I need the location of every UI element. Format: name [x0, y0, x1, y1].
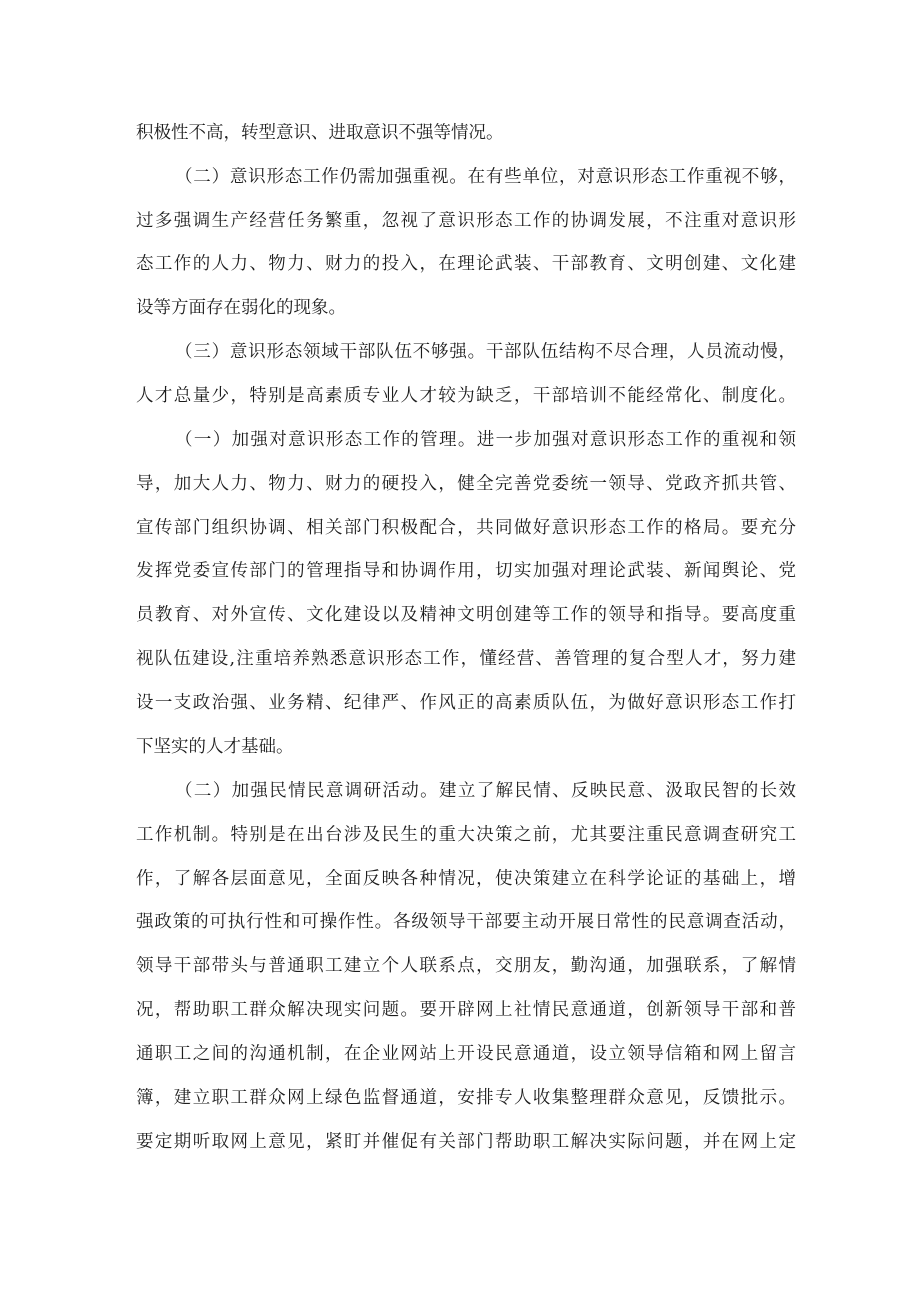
text-line: 强政策的可执行性和可操作性。各级领导干部要主动开展日常性的民意调查活动， [136, 912, 796, 932]
text-line: 积极性不高，转型意识、进取意识不强等情况。 [136, 123, 504, 143]
text-line: 况，帮助职工群众解决现实问题。要开辟网上社情民意通道，创新领导干部和普 [136, 1000, 796, 1020]
text-line: 员教育、对外宣传、文化建设以及精神文明创建等工作的领导和指导。要高度重 [136, 605, 796, 625]
text-line: 下坚实的人才基础。 [136, 737, 294, 757]
text-line: 簿，建立职工群众网上绿色监督通道，安排专人收集整理群众意见，反馈批示。 [136, 1088, 796, 1108]
text-line: 要定期听取网上意见，紧盯并催促有关部门帮助职工解决实际问题，并在网上定 [136, 1132, 796, 1152]
text-line: 过多强调生产经营任务繁重，忽视了意识形态工作的协调发展，不注重对意识形 [136, 211, 796, 231]
text-line: 作，了解各层面意见，全面反映各种情况，使决策建立在科学论证的基础上，增 [136, 869, 796, 889]
text-line: 视队伍建设,注重培养熟悉意识形态工作，懂经营、善管理的复合型人才，努力建 [136, 649, 796, 669]
text-line: 态工作的人力、物力、财力的投入，在理论武装、干部教育、文明创建、文化建 [136, 254, 796, 274]
paragraph-heading-line: （三）意识形态领域干部队伍不够强。干部队伍结构不尽合理，人员流动慢， [175, 342, 796, 362]
text-line: 领导干部带头与普通职工建立个人联系点，交朋友，勤沟通，加强联系，了解情 [136, 956, 796, 976]
text-line: 工作机制。特别是在出台涉及民生的重大决策之前，尤其要注重民意调查研究工 [136, 825, 796, 845]
text-line: 设等方面存在弱化的现象。 [136, 298, 346, 318]
text-line: 通职工之间的沟通机制，在企业网站上开设民意通道，设立领导信箱和网上留言 [136, 1044, 796, 1064]
text-line: 人才总量少，特别是高素质专业人才较为缺乏，干部培训不能经常化、制度化。 [136, 386, 796, 406]
paragraph-heading-line: （一）加强对意识形态工作的管理。进一步加强对意识形态工作的重视和领 [175, 430, 796, 450]
paragraph-heading-line: （二）意识形态工作仍需加强重视。在有些单位，对意识形态工作重视不够， [175, 167, 796, 187]
paragraph-heading-line: （二）加强民情民意调研活动。建立了解民情、反映民意、汲取民智的长效 [175, 781, 796, 801]
text-line: 设一支政治强、业务精、纪律严、作风正的高素质队伍，为做好意识形态工作打 [136, 693, 796, 713]
text-line: 宣传部门组织协调、相关部门积极配合，共同做好意识形态工作的格局。要充分 [136, 518, 796, 538]
text-line: 发挥党委宣传部门的管理指导和协调作用，切实加强对理论武装、新闻舆论、党 [136, 561, 796, 581]
text-line: 导，加大人力、物力、财力的硬投入，健全完善党委统一领导、党政齐抓共管、 [136, 474, 796, 494]
